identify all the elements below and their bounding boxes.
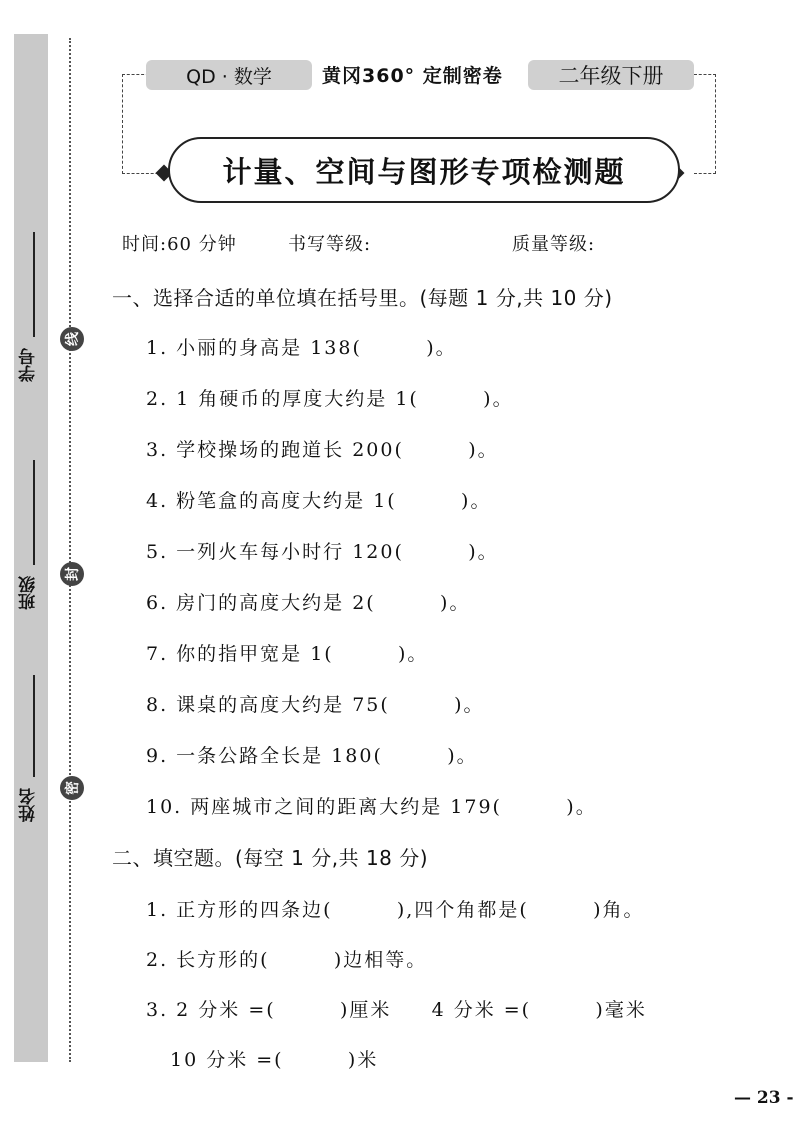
section-1-heading: 一、选择合适的单位填在括号里。(每题 1 分,共 10 分) — [112, 286, 613, 310]
student-id-label: 学号 — [19, 348, 39, 382]
quality-grade-label: 质量等级: — [512, 234, 596, 255]
question-1-4: 4. 粉笔盒的高度大约是 1( )。 — [146, 490, 492, 512]
question-2-1: 1. 正方形的四条边( ),四个角都是( )角。 — [146, 899, 645, 921]
cut-line — [69, 38, 71, 1062]
question-1-1: 1. 小丽的身高是 138( )。 — [146, 337, 457, 359]
seal-line-mark: 线 — [60, 327, 84, 351]
grade-pill: 二年级下册 — [528, 60, 694, 90]
binding-margin — [14, 34, 48, 1062]
class-line — [33, 460, 35, 565]
question-1-9: 9. 一条公路全长是 180( )。 — [146, 745, 478, 767]
name-line — [33, 675, 35, 777]
subject-pill: QD · 数学 — [146, 60, 312, 90]
class-label: 班级 — [19, 576, 39, 610]
question-2-3: 3. 2 分米 =( )厘米 4 分米 =( )毫米 — [146, 999, 647, 1021]
section-2-heading: 二、填空题。(每空 1 分,共 18 分) — [112, 846, 429, 870]
header-frame-right — [694, 74, 716, 174]
writing-grade-label: 书写等级: — [288, 234, 372, 255]
name-label: 姓名 — [19, 788, 39, 822]
question-1-3: 3. 学校操场的跑道长 200( )。 — [146, 439, 499, 461]
question-1-8: 8. 课桌的高度大约是 75( )。 — [146, 694, 485, 716]
seal-secret-mark: 密 — [60, 776, 84, 800]
time-label: 时间:60 分钟 — [122, 234, 237, 255]
question-1-7: 7. 你的指甲宽是 1( )。 — [146, 643, 429, 665]
question-1-5: 5. 一列火车每小时行 120( )。 — [146, 541, 499, 563]
question-2-3-cont: 10 分米 =( )米 — [170, 1049, 379, 1071]
question-1-10: 10. 两座城市之间的距离大约是 179( )。 — [146, 796, 597, 818]
page-title: 计量、空间与图形专项检测题 — [222, 154, 626, 189]
student-id-line — [33, 232, 35, 337]
question-1-2: 2. 1 角硬币的厚度大约是 1( )。 — [146, 388, 514, 410]
question-2-2: 2. 长方形的( )边相等。 — [146, 949, 428, 971]
series-title: 黄冈360° 定制密卷 — [322, 65, 503, 87]
seal-seal-mark: 封 — [60, 562, 84, 586]
question-1-6: 6. 房门的高度大约是 2( )。 — [146, 592, 471, 614]
title-banner — [168, 137, 680, 203]
page-number: — 23 - — [734, 1088, 794, 1108]
